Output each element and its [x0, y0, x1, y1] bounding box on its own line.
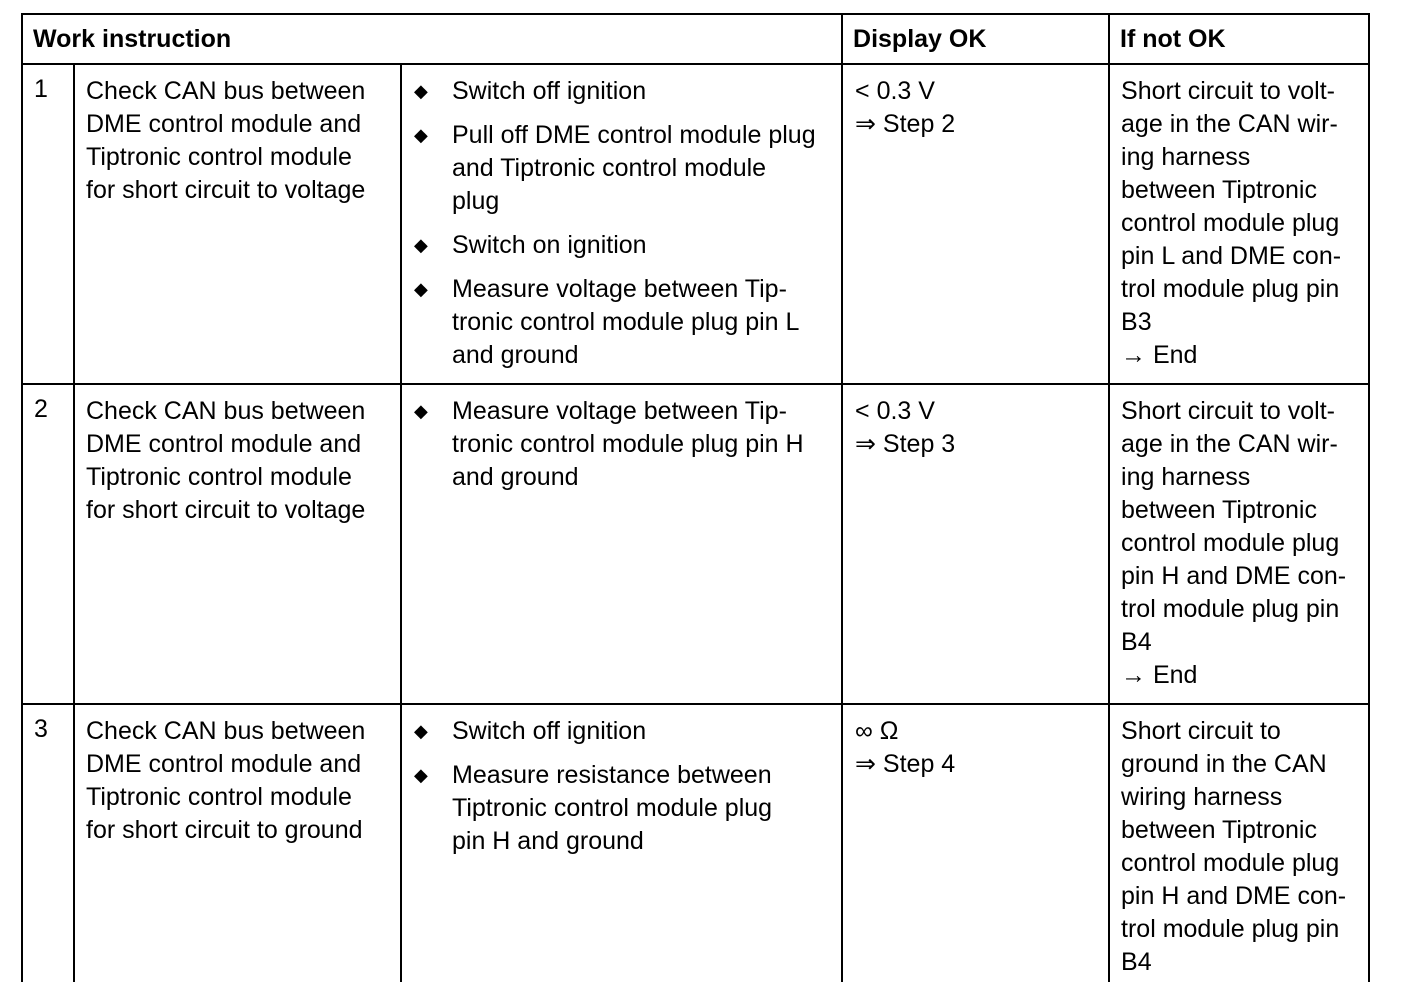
diamond-bullet-icon: ◆	[414, 125, 428, 145]
step-description: Check CAN bus between DME control module and Tiptronic control module for short circuit to voltage	[74, 384, 401, 704]
table-row	[22, 704, 1369, 982]
action-item: ◆ Pull off DME control module plug and Tiptronic control module plug	[414, 119, 835, 218]
display-ok-value: < 0.3 V ⇒ Step 3	[842, 384, 1109, 704]
step-number: 2	[22, 384, 74, 704]
action-item: ◆ Measure voltage between Tip- tronic control module plug pin H and ground	[414, 395, 835, 494]
header-if-not-ok: If not OK	[1109, 14, 1369, 64]
work-instruction-table	[21, 13, 1370, 982]
action-item: ◆ Measure resistance between Tiptronic control module plug pin H and ground	[414, 759, 835, 858]
diamond-bullet-icon: ◆	[414, 721, 428, 741]
table-row	[22, 384, 1369, 704]
action-item: ◆ Switch off ignition	[414, 715, 835, 748]
header-work-instruction: Work instruction	[22, 14, 842, 64]
if-not-ok-value: Short circuit to ground in the CAN wiring harness between Tiptronic control module plug pin H and DME con- trol module plug pin B4	[1109, 704, 1369, 982]
action-item: ◆ Measure voltage between Tip- tronic control module plug pin L and ground	[414, 273, 835, 372]
display-ok-value: < 0.3 V ⇒ Step 2	[842, 64, 1109, 384]
if-not-ok-value: Short circuit to volt- age in the CAN wir- ing harness between Tiptronic control module plug pin H and DME con- trol module plug pin B4 → End	[1109, 384, 1369, 704]
step-actions	[401, 384, 842, 704]
diamond-bullet-icon: ◆	[414, 401, 428, 421]
diamond-bullet-icon: ◆	[414, 765, 428, 785]
if-not-ok-value: Short circuit to volt- age in the CAN wir- ing harness between Tiptronic control module plug pin L and DME con- trol module plug pin B3 → End	[1109, 64, 1369, 384]
step-description: Check CAN bus between DME control module and Tiptronic control module for short circuit to voltage	[74, 64, 401, 384]
diamond-bullet-icon: ◆	[414, 279, 428, 299]
action-item: ◆ Switch off ignition	[414, 75, 835, 108]
diamond-bullet-icon: ◆	[414, 81, 428, 101]
step-number: 3	[22, 704, 74, 982]
step-actions	[401, 64, 842, 384]
action-item: ◆ Switch on ignition	[414, 229, 835, 262]
header-display-ok: Display OK	[842, 14, 1109, 64]
header-row	[22, 14, 1369, 64]
diamond-bullet-icon: ◆	[414, 235, 428, 255]
step-number: 1	[22, 64, 74, 384]
step-description: Check CAN bus between DME control module and Tiptronic control module for short circuit to ground	[74, 704, 401, 982]
step-actions	[401, 704, 842, 982]
table-row	[22, 64, 1369, 384]
display-ok-value: ∞ Ω ⇒ Step 4	[842, 704, 1109, 982]
